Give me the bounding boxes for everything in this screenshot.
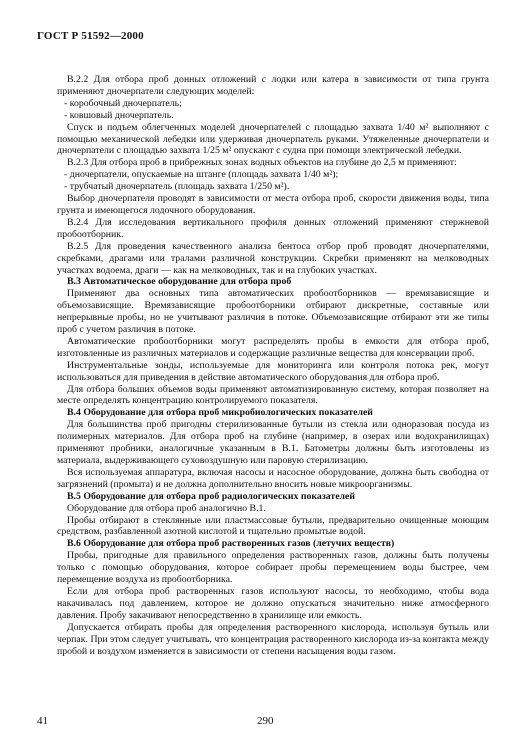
document-body <box>57 74 489 657</box>
list-item: - трубчатый дночерпатель (площадь захвата 1/250 м²). <box>64 181 290 193</box>
paragraph: Для большинства проб пригодны стерилизованные бутыли из стекла или одноразовая посуда из полимерных материалов. Для отбора проб на глубине (например, в озерах или водохранилищах) применяют пробники, аналогичные указанным в В.1. Батометры должны быть изготовлены из материала, выдерживающего суховоздушную или паровую стерилизацию. <box>57 419 489 466</box>
list-item: - ковшовый дночерпатель. <box>64 109 174 121</box>
section-heading-b5: В.5 Оборудование для отбора проб радиологических показателей <box>67 490 356 502</box>
paragraph: Пробы, пригодные для правильного определения растворенных газов, должны быть получены только с помощью оборудования, которое собирает пробы перемещением воды быстрее, чем перемещение воздуха из пробоотборника. <box>57 550 489 586</box>
paragraph: Инструментальные зонды, используемые для мониторинга или контроля потока рек, могут использоваться для приведения в действие автоматического оборудования для отбора проб. <box>57 359 489 383</box>
list-item: - коробочный дночерпатель; <box>64 97 182 109</box>
page-number-left: 41 <box>37 715 48 727</box>
paragraph: Выбор дночерпателя проводят в зависимости от места отбора проб, скорости движения воды, типа грунта и имеющегося лодочного оборудования. <box>57 193 489 216</box>
section-heading-b6: В.6 Оборудование для отбора проб растворенных газов (летучих веществ) <box>67 538 395 550</box>
document-header: ГОСТ Р 51592—2000 <box>37 30 144 42</box>
list-item: - дночерпатели, опускаемые на штанге (площадь захвата 1/40 м²); <box>64 169 339 181</box>
paragraph: Спуск и подъем облегченных моделей дночерпателей с площадью захвата 1/40 м² выполняют с помощью механической лебедки или удерживая дночерпатель руками. Утяжеленные дночерпатели и дночерпатели с площадью захвата 1/25 м² опускают с судна при помощи электрической лебедки. <box>57 121 489 157</box>
paragraph: Пробы отбирают в стеклянные или пластмассовые бутыли, предварительно очищенные моющим средством, разбавленной азотной кислотой и тщательно промытые водой. <box>57 514 489 538</box>
paragraph: Если для отбора проб растворенных газов используют насосы, то необходимо, чтобы вода накачивалась под давлением, которое не должно опускаться значительно ниже атмосферного давления. Пробу закачивают непосредственно в хранилище или емкость. <box>57 585 489 621</box>
section-heading-b4: В.4 Оборудование для отбора проб микробиологических показателей <box>67 407 373 419</box>
section-heading-b3: В.3 Автоматическое оборудование для отбора проб <box>67 276 292 288</box>
paragraph: Оборудование для отбора проб аналогично В.1. <box>67 502 266 514</box>
paragraph: Применяют два основных типа автоматических пробоотборников — времязависящие и объемозависящие. Времязависящие пробоотборники отбирают дискретные, составные или непрерывные пробы, но не учитывают различия в потоке. Объемозависящие отбирают эти же типы проб с учетом различия в потоке. <box>57 288 489 336</box>
paragraph: Для отбора больших объемов воды применяют автоматизированную систему, которая позволяет на месте определять концентрацию контролируемого показателя. <box>57 383 489 407</box>
paragraph-b24: В.2.4 Для исследования вертикального профиля донных отложений применяют стержневой пробоотборник. <box>57 216 489 240</box>
paragraph: Вся используемая аппаратура, включая насосы и насосное оборудование, должна быть свободна от загрязнений (промыта) и не должна дополнительно вносить новые микроорганизмы. <box>57 466 489 490</box>
paragraph-b25: В.2.5 Для проведения качественного анализа бентоса отбор проб проводят дночерпателями, скребками, драгами или тралами различной конструкции. Скребки применяют на мелководных участках водоема, драги — как на мелководных, так и на глубоких участках. <box>57 240 489 276</box>
page-number-center: 290 <box>257 715 274 727</box>
paragraph-b23: В.2.3 Для отбора проб в прибрежных зонах водных объектов на глубине до 2,5 м применяют: <box>67 157 457 169</box>
paragraph-b22: В.2.2 Для отбора проб донных отложений с лодки или катера в зависимости от типа грунта применяют дночерпатели следующих моделей: <box>57 74 489 97</box>
paragraph: Автоматические пробоотборники могут распределять пробы в емкости для отбора проб, изготовленные из различных материалов и содержащие различные вещества для консервации проб. <box>57 335 489 359</box>
paragraph: Допускается отбирать пробы для определения растворенного кислорода, используя бутыль или черпак. При этом следует учитывать, что концентрация растворенного кислорода из-за контакта между пробой и воздухом изменяется в зависимости от степени насыщения воды газом. <box>57 621 489 657</box>
